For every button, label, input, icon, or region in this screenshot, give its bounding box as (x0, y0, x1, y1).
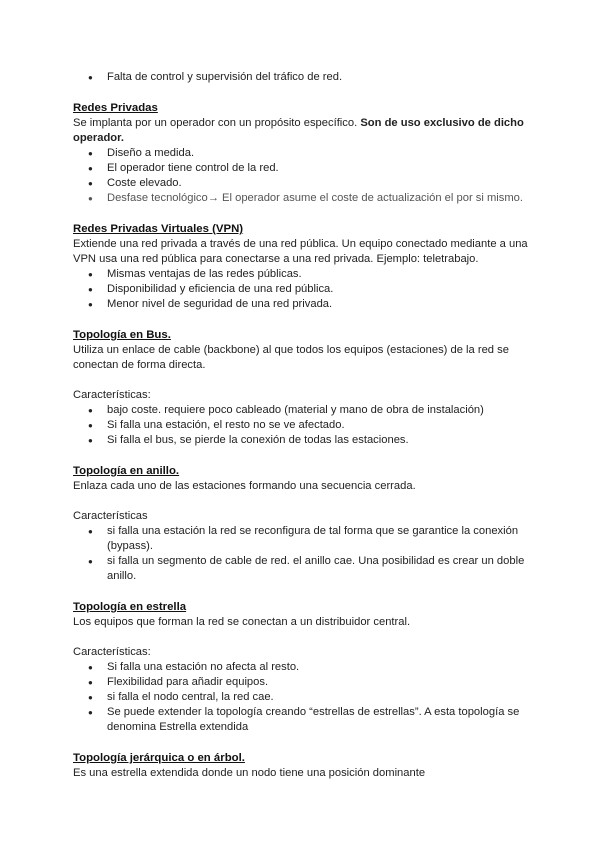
section-list (73, 267, 533, 312)
characteristics-label: Características: (73, 389, 151, 401)
list-item: ● Si falla una estación, el resto no se ve afectado. (73, 418, 533, 433)
characteristics-label: Características: (73, 646, 151, 658)
section-list (73, 403, 533, 448)
list-item: ● bajo coste. requiere poco cableado (material y mano de obra de instalación) (73, 403, 533, 418)
intro-list (73, 70, 533, 85)
list-item: ● Mismas ventajas de las redes públicas. (73, 267, 533, 282)
characteristics-label: Características (73, 510, 148, 522)
section-arbol (73, 751, 533, 781)
section-vpn (73, 222, 533, 312)
section-redes-privadas (73, 101, 533, 206)
list-item: ● Desfase tecnológico→ El operador asume el coste de actualización el por si mismo. (73, 191, 533, 206)
document-content (73, 70, 533, 781)
section-title: Topología en estrella (73, 601, 187, 613)
section-bus (73, 328, 533, 448)
section-title: Topología jerárquica o en árbol. (73, 752, 245, 764)
section-list (73, 524, 533, 584)
section-title: Topología en anillo. (73, 465, 180, 477)
list-item: ● si falla un segmento de cable de red. el anillo cae. Una posibilidad es crear un doble anillo. (73, 554, 533, 584)
list-item: ● Coste elevado. (73, 176, 533, 191)
list-item: ● El operador tiene control de la red. (73, 161, 533, 176)
section-text: Es una estrella extendida donde un nodo tiene una posición dominante (73, 767, 426, 779)
section-text: Se implanta por un operador con un propósito específico. Son de uso exclusivo de dicho operador. (73, 117, 524, 144)
section-text: Enlaza cada uno de las estaciones formando una secuencia cerrada. (73, 480, 416, 492)
section-anillo (73, 464, 533, 584)
list-item: ● Si falla el bus, se pierde la conexión de todas las estaciones. (73, 433, 533, 448)
section-list (73, 660, 533, 735)
list-item: ● Diseño a medida. (73, 146, 533, 161)
list-item: ● Se puede extender la topología creando “estrellas de estrellas”. A esta topología se denomina Estrella extendida (73, 705, 533, 735)
section-title: Redes Privadas (73, 102, 158, 114)
section-text-bold: Son de uso exclusivo de dicho operador. (73, 117, 524, 144)
section-list (73, 146, 533, 206)
section-text: Los equipos que forman la red se conectan a un distribuidor central. (73, 616, 411, 628)
list-item: ● Flexibilidad para añadir equipos. (73, 675, 533, 690)
section-text: Utiliza un enlace de cable (backbone) al que todos los equipos (estaciones) de la red se conectan de forma directa. (73, 344, 509, 371)
section-estrella (73, 600, 533, 735)
list-item: ● si falla el nodo central, la red cae. (73, 690, 533, 705)
section-text: Extiende una red privada a través de una red pública. Un equipo conectado mediante a una VPN usa una red pública para conectarse a una red privada. Ejemplo: teletrabajo. (73, 238, 528, 265)
section-title: Topología en Bus. (73, 329, 171, 341)
section-title: Redes Privadas Virtuales (VPN) (73, 223, 244, 235)
list-item: ● si falla una estación la red se reconfigura de tal forma que se garantice la conexión (bypass). (73, 524, 533, 554)
list-item: ● Si falla una estación no afecta al resto. (73, 660, 533, 675)
list-item: ● Disponibilidad y eficiencia de una red pública. (73, 282, 533, 297)
list-item: ● Menor nivel de seguridad de una red privada. (73, 297, 533, 312)
list-item: ● Falta de control y supervisión del tráfico de red. (73, 70, 533, 85)
